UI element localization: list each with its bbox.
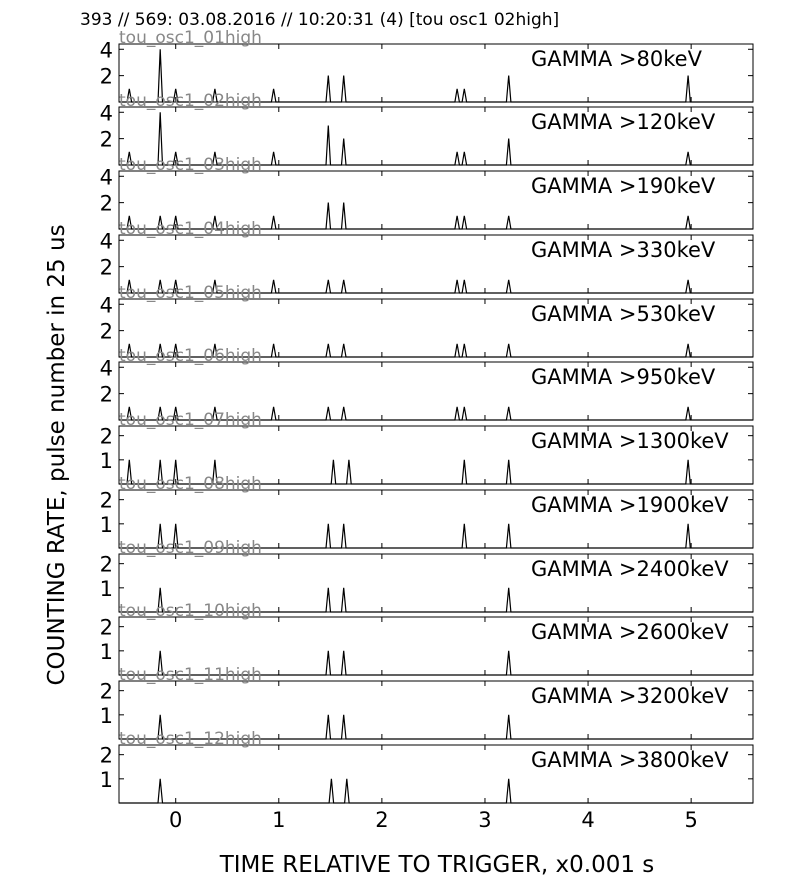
y-tick-label: 2 [99,679,113,704]
y-tick-label: 2 [99,319,113,344]
channel-label-2: tou_osc1_02high [119,91,262,111]
panel-8 [100,474,753,548]
y-tick-label: 2 [99,382,113,407]
x-axis-ticks [169,808,698,832]
x-tick-label: 1 [272,808,286,832]
y-tick-label: 2 [99,743,113,768]
channel-label-5: tou_osc1_05high [119,283,262,303]
y-tick-label: 1 [99,512,113,537]
y-tick-label: 1 [99,639,113,664]
channel-label-8: tou_osc1_08high [119,474,262,494]
y-tick-label: 4 [99,165,113,190]
panel-label-10: GAMMA >2600keV [531,620,729,644]
panel-11 [100,665,753,739]
x-tick-label: 2 [375,808,389,832]
panel-label-5: GAMMA >530keV [531,302,716,326]
x-tick-label: 3 [478,808,492,832]
channel-label-12: tou_osc1_12high [119,729,262,749]
y-axis-label: COUNTING RATE, pulse number in 25 us [44,224,70,686]
channel-label-7: tou_osc1_07high [119,410,262,430]
channel-label-3: tou_osc1_03high [119,155,262,175]
x-tick-label: 4 [581,808,595,832]
channel-label-11: tou_osc1_11high [119,665,262,685]
y-tick-label: 2 [99,488,113,513]
panel-label-8: GAMMA >1900keV [531,493,729,517]
panel-label-11: GAMMA >3200keV [531,684,729,708]
channel-label-6: tou_osc1_06high [119,346,262,366]
chart-header: 393 // 569: 03.08.2016 // 10:20:31 (4) [tou osc1 02high] [80,10,560,30]
panel-4 [100,219,753,293]
panel-label-9: GAMMA >2400keV [531,557,729,581]
y-tick-label: 1 [99,576,113,601]
panel-label-6: GAMMA >950keV [531,365,716,389]
y-tick-label: 1 [99,703,113,728]
x-tick-label: 5 [684,808,698,832]
y-tick-label: 2 [99,615,113,640]
y-tick-label: 4 [99,356,113,381]
y-tick-label: 1 [99,448,113,473]
x-tick-label: 0 [169,808,183,832]
channel-label-10: tou_osc1_10high [119,601,262,621]
y-tick-label: 2 [99,255,113,280]
x-axis-label: TIME RELATIVE TO TRIGGER, x0.001 s [219,852,655,878]
channel-label-4: tou_osc1_04high [119,219,262,239]
y-tick-label: 2 [99,424,113,449]
panel-label-12: GAMMA >3800keV [531,748,729,772]
y-tick-label: 2 [99,127,113,152]
panel-3 [100,155,753,229]
y-tick-label: 2 [99,64,113,89]
panel-label-2: GAMMA >120keV [531,110,716,134]
panel-7 [100,410,753,484]
y-tick-label: 4 [99,229,113,254]
series-line-12 [119,779,753,803]
panel-label-7: GAMMA >1300keV [531,429,729,453]
y-tick-label: 2 [99,191,113,216]
y-tick-label: 2 [99,552,113,577]
y-tick-label: 4 [99,38,113,63]
panel-label-1: GAMMA >80keV [531,47,702,71]
panel-12 [100,729,753,803]
y-tick-label: 1 [99,767,113,792]
y-tick-label: 4 [99,293,113,318]
channel-label-1: tou_osc1_01high [119,28,262,48]
y-tick-label: 4 [99,101,113,126]
panel-label-3: GAMMA >190keV [531,174,716,198]
panels-group [100,28,753,803]
channel-label-9: tou_osc1_09high [119,538,262,558]
panel-label-4: GAMMA >330keV [531,238,716,262]
